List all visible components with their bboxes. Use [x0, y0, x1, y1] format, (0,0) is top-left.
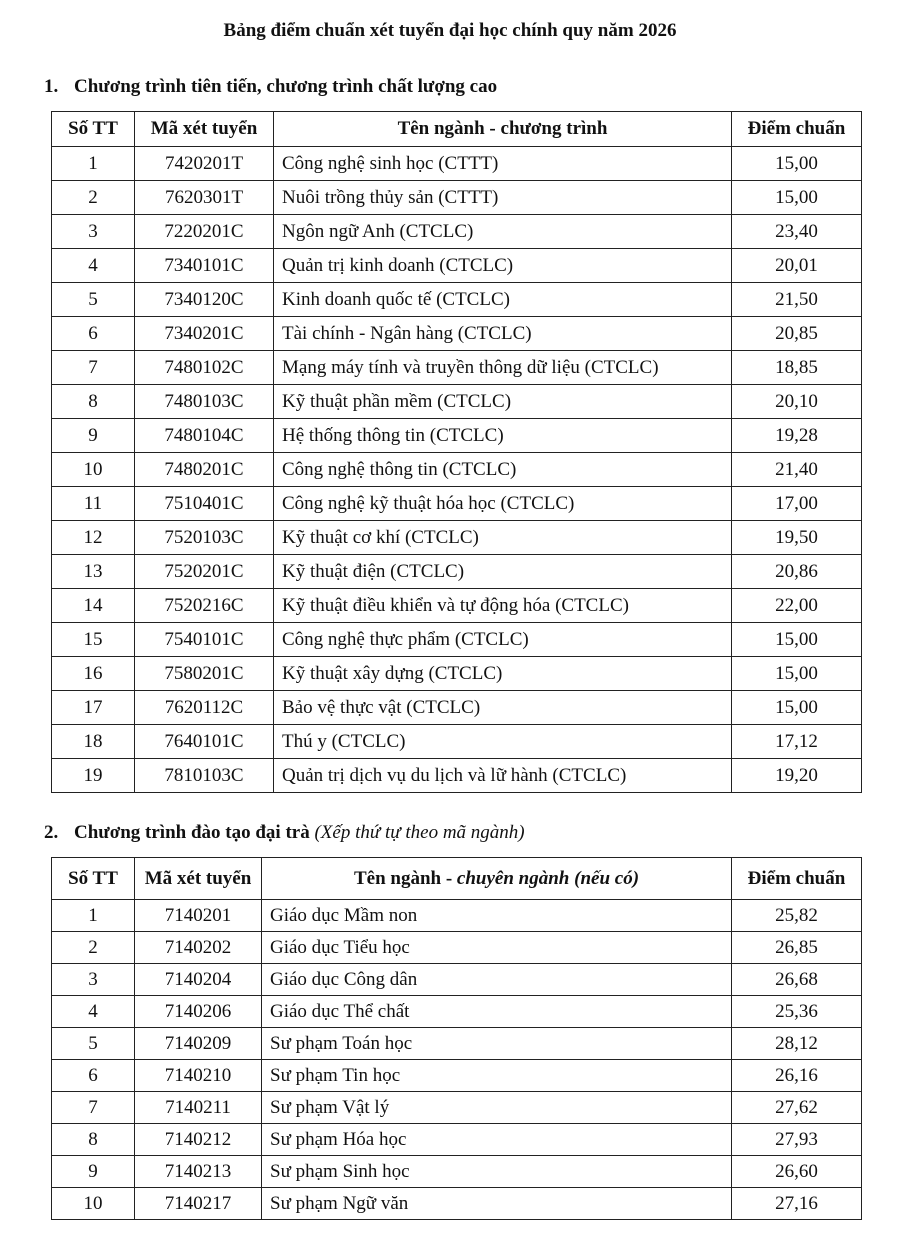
cell-score: 15,00	[732, 623, 862, 657]
cell-stt: 19	[52, 759, 135, 793]
table-row	[52, 419, 862, 453]
cell-code: 7340120C	[135, 283, 274, 317]
cell-name: Hệ thống thông tin (CTCLC)	[274, 419, 732, 453]
cell-code: 7480103C	[135, 385, 274, 419]
cell-stt: 13	[52, 555, 135, 589]
cell-code: 7140204	[135, 964, 262, 996]
cell-stt: 3	[52, 964, 135, 996]
cell-score: 26,60	[732, 1156, 862, 1188]
cell-score: 22,00	[732, 589, 862, 623]
table-row	[52, 657, 862, 691]
cell-name: Công nghệ thông tin (CTCLC)	[274, 453, 732, 487]
cell-name: Kinh doanh quốc tế (CTCLC)	[274, 283, 732, 317]
section2-number: 2.	[44, 822, 59, 843]
table-row	[52, 725, 862, 759]
cell-score: 20,01	[732, 249, 862, 283]
cell-name: Sư phạm Vật lý	[262, 1092, 732, 1124]
cell-code: 7620112C	[135, 691, 274, 725]
cell-code: 7140201	[135, 900, 262, 932]
cell-score: 20,85	[732, 317, 862, 351]
table-header-row	[52, 858, 862, 900]
cell-stt: 11	[52, 487, 135, 521]
header-name: Tên ngành - chương trình	[274, 112, 732, 147]
cell-name: Quản trị kinh doanh (CTCLC)	[274, 249, 732, 283]
cell-stt: 8	[52, 385, 135, 419]
table-row	[52, 487, 862, 521]
cell-code: 7480201C	[135, 453, 274, 487]
cell-stt: 1	[52, 147, 135, 181]
cell-name: Sư phạm Tin học	[262, 1060, 732, 1092]
header-stt: Số TT	[52, 112, 135, 147]
section1-title: Chương trình tiên tiến, chương trình chất lượng cao	[74, 76, 498, 97]
table-row	[52, 317, 862, 351]
cell-score: 23,40	[732, 215, 862, 249]
table-row	[52, 1028, 862, 1060]
cell-code: 7520216C	[135, 589, 274, 623]
cell-code: 7140209	[135, 1028, 262, 1060]
cell-code: 7340201C	[135, 317, 274, 351]
cell-name: Kỹ thuật cơ khí (CTCLC)	[274, 521, 732, 555]
page-title: Bảng điểm chuẩn xét tuyển đại học chính quy năm 2026	[223, 20, 677, 41]
table-row	[52, 759, 862, 793]
section2-note: (Xếp thứ tự theo mã ngành)	[314, 822, 525, 843]
cell-name: Quản trị dịch vụ du lịch và lữ hành (CTCLC)	[274, 759, 732, 793]
section1-number: 1.	[44, 76, 59, 97]
cell-name: Kỹ thuật phần mềm (CTCLC)	[274, 385, 732, 419]
cell-score: 17,00	[732, 487, 862, 521]
cell-stt: 4	[52, 249, 135, 283]
cell-name: Giáo dục Tiểu học	[262, 932, 732, 964]
table-row	[52, 900, 862, 932]
cell-stt: 2	[52, 932, 135, 964]
cell-stt: 9	[52, 419, 135, 453]
table-row	[52, 1188, 862, 1220]
cell-code: 7140210	[135, 1060, 262, 1092]
cell-stt: 5	[52, 283, 135, 317]
cell-stt: 5	[52, 1028, 135, 1060]
cell-name: Công nghệ sinh học (CTTT)	[274, 147, 732, 181]
header-code: Mã xét tuyển	[135, 858, 262, 900]
cell-code: 7640101C	[135, 725, 274, 759]
cell-stt: 2	[52, 181, 135, 215]
header-stt: Số TT	[52, 858, 135, 900]
cell-code: 7580201C	[135, 657, 274, 691]
cell-score: 28,12	[732, 1028, 862, 1060]
cell-score: 15,00	[732, 691, 862, 725]
cell-stt: 18	[52, 725, 135, 759]
cell-name: Kỹ thuật điện (CTCLC)	[274, 555, 732, 589]
cell-name: Tài chính - Ngân hàng (CTCLC)	[274, 317, 732, 351]
table-row	[52, 996, 862, 1028]
cell-stt: 9	[52, 1156, 135, 1188]
cell-name: Mạng máy tính và truyền thông dữ liệu (CTCLC)	[274, 351, 732, 385]
table-row	[52, 351, 862, 385]
cell-name: Giáo dục Công dân	[262, 964, 732, 996]
cell-stt: 4	[52, 996, 135, 1028]
table-row	[52, 385, 862, 419]
table-row	[52, 249, 862, 283]
header-code: Mã xét tuyển	[135, 112, 274, 147]
cell-score: 27,62	[732, 1092, 862, 1124]
cell-code: 7340101C	[135, 249, 274, 283]
header-score: Điểm chuẩn	[732, 858, 862, 900]
cell-code: 7480104C	[135, 419, 274, 453]
cell-name: Công nghệ kỹ thuật hóa học (CTCLC)	[274, 487, 732, 521]
cell-score: 21,50	[732, 283, 862, 317]
cell-score: 17,12	[732, 725, 862, 759]
cell-code: 7620301T	[135, 181, 274, 215]
table-row	[52, 691, 862, 725]
table-row	[52, 1156, 862, 1188]
header-name	[262, 858, 732, 900]
cell-score: 25,36	[732, 996, 862, 1028]
cell-code: 7220201C	[135, 215, 274, 249]
cell-code: 7140206	[135, 996, 262, 1028]
table-row	[52, 181, 862, 215]
cell-score: 15,00	[732, 147, 862, 181]
cell-name: Sư phạm Sinh học	[262, 1156, 732, 1188]
table-row	[52, 215, 862, 249]
cell-name: Giáo dục Mầm non	[262, 900, 732, 932]
cell-stt: 10	[52, 453, 135, 487]
cell-stt: 7	[52, 1092, 135, 1124]
cell-code: 7510401C	[135, 487, 274, 521]
cell-stt: 12	[52, 521, 135, 555]
cell-score: 15,00	[732, 657, 862, 691]
cell-stt: 8	[52, 1124, 135, 1156]
cell-code: 7810103C	[135, 759, 274, 793]
table-row	[52, 555, 862, 589]
table-row	[52, 147, 862, 181]
cell-score: 15,00	[732, 181, 862, 215]
cell-name: Giáo dục Thể chất	[262, 996, 732, 1028]
table-row	[52, 932, 862, 964]
cell-name: Kỹ thuật xây dựng (CTCLC)	[274, 657, 732, 691]
cell-score: 19,20	[732, 759, 862, 793]
table-row	[52, 964, 862, 996]
section1-heading	[44, 74, 497, 100]
section2-title: Chương trình đào tạo đại trà	[74, 822, 310, 843]
cell-stt: 6	[52, 1060, 135, 1092]
cell-code: 7140211	[135, 1092, 262, 1124]
cell-score: 20,86	[732, 555, 862, 589]
cell-stt: 15	[52, 623, 135, 657]
header-score: Điểm chuẩn	[732, 112, 862, 147]
cell-name: Sư phạm Hóa học	[262, 1124, 732, 1156]
cell-score: 25,82	[732, 900, 862, 932]
cell-name: Thú y (CTCLC)	[274, 725, 732, 759]
cell-stt: 3	[52, 215, 135, 249]
cell-code: 7520103C	[135, 521, 274, 555]
table-row	[52, 453, 862, 487]
cell-score: 21,40	[732, 453, 862, 487]
cell-stt: 17	[52, 691, 135, 725]
cell-stt: 7	[52, 351, 135, 385]
cell-code: 7140212	[135, 1124, 262, 1156]
cell-score: 27,16	[732, 1188, 862, 1220]
cell-code: 7140202	[135, 932, 262, 964]
cell-code: 7140213	[135, 1156, 262, 1188]
cell-name: Sư phạm Toán học	[262, 1028, 732, 1060]
cell-score: 19,50	[732, 521, 862, 555]
cell-name: Bảo vệ thực vật (CTCLC)	[274, 691, 732, 725]
cell-score: 19,28	[732, 419, 862, 453]
header-name-prefix: Tên ngành -	[353, 867, 457, 889]
cell-stt: 6	[52, 317, 135, 351]
cell-code: 7480102C	[135, 351, 274, 385]
cell-score: 26,85	[732, 932, 862, 964]
header-name-italic: chuyên ngành (nếu có)	[456, 867, 640, 889]
section2-heading	[44, 820, 525, 846]
cell-code: 7140217	[135, 1188, 262, 1220]
table-row	[52, 1092, 862, 1124]
cell-code: 7420201T	[135, 147, 274, 181]
standard-programs-table	[51, 857, 862, 1220]
cell-stt: 10	[52, 1188, 135, 1220]
table-row	[52, 623, 862, 657]
cell-stt: 14	[52, 589, 135, 623]
cell-score: 18,85	[732, 351, 862, 385]
cell-code: 7520201C	[135, 555, 274, 589]
cell-code: 7540101C	[135, 623, 274, 657]
cell-name: Nuôi trồng thủy sản (CTTT)	[274, 181, 732, 215]
cell-score: 26,68	[732, 964, 862, 996]
table-row	[52, 1060, 862, 1092]
cell-name: Kỹ thuật điều khiển và tự động hóa (CTCLC)	[274, 589, 732, 623]
cell-name: Ngôn ngữ Anh (CTCLC)	[274, 215, 732, 249]
cell-score: 20,10	[732, 385, 862, 419]
cell-stt: 16	[52, 657, 135, 691]
table-row	[52, 521, 862, 555]
advanced-programs-table	[51, 111, 862, 793]
cell-name: Công nghệ thực phẩm (CTCLC)	[274, 623, 732, 657]
table-row	[52, 589, 862, 623]
cell-score: 27,93	[732, 1124, 862, 1156]
table-row	[52, 283, 862, 317]
cell-stt: 1	[52, 900, 135, 932]
table-header-row	[52, 112, 862, 147]
cell-name: Sư phạm Ngữ văn	[262, 1188, 732, 1220]
table-row	[52, 1124, 862, 1156]
cell-score: 26,16	[732, 1060, 862, 1092]
